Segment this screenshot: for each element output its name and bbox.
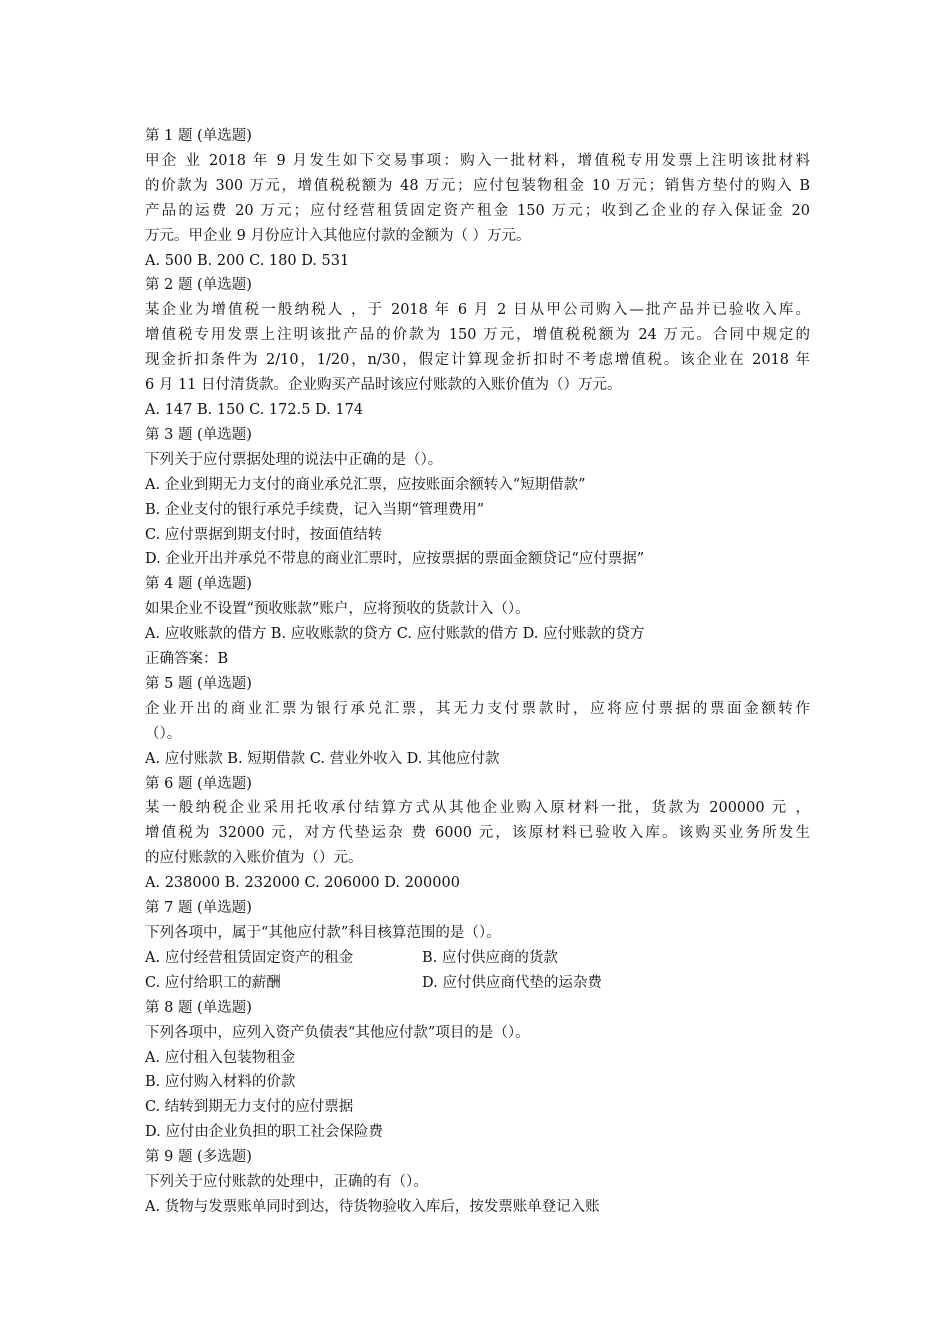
question-9: [145, 1145, 810, 1220]
question-options: A. 238000 B. 232000 C. 206000 D. 200000: [145, 875, 460, 892]
question-header: 第 2 题 (单选题): [145, 277, 252, 294]
question-header: 第 5 题 (单选题): [145, 675, 252, 692]
question-option-row: [145, 971, 810, 996]
question-stem-line: 下列关于应付账款的处理中，正确的有（）。: [145, 1174, 428, 1191]
question-stem-line: 下列各项中，应列入资产负债表“其他应付款”项目的是（）。: [145, 1024, 530, 1041]
question-stem-line: 某一般纳税企业采用托收承付结算方式从其他企业购入原材料一批，货款为 200000 元 ，: [145, 800, 810, 817]
question-option: B. 应付购入材料的价款: [145, 1074, 296, 1091]
question-7: [145, 896, 810, 996]
question-6: [145, 772, 810, 897]
question-stem-line: 6 月 11 日付清货款。企业购买产品时该应付账款的入账价值为（）万元。: [145, 377, 622, 394]
question-stem-line: 增值税专用发票上注明该批产品的价款为 150 万元，增值税税额为 24 万元。合同中规定的: [145, 327, 810, 344]
question-option-row: [145, 946, 810, 971]
question-header: 第 1 题 (单选题): [145, 128, 252, 144]
question-stem-line: 的应付账款的入账价值为（）元。: [145, 850, 363, 867]
document-page: [145, 124, 810, 1220]
question-stem-line: 现金折扣条件为 2/10，1/20，n/30，假定计算现金折扣时不考虑增值税。该企业在 2018 年: [145, 352, 810, 369]
question-option: C. 应付给职工的薪酬: [145, 974, 281, 991]
question-option: C. 应付票据到期支付时，按面值结转: [145, 526, 383, 543]
question-4: [145, 572, 810, 672]
question-header: 第 8 题 (单选题): [145, 999, 252, 1016]
question-header: 第 6 题 (单选题): [145, 775, 252, 792]
question-options: A. 147 B. 150 C. 172.5 D. 174: [145, 401, 364, 418]
question-stem-line: 企业开出的商业汇票为银行承兑汇票，其无力支付票款时，应将应付票据的票面金额转作: [145, 700, 810, 717]
question-option: B. 应付供应商的货款: [422, 949, 558, 966]
question-stem-line: 下列关于应付票据处理的说法中正确的是（）。: [145, 451, 443, 468]
question-option: D. 企业开出并承兑不带息的商业汇票时，应按票据的票面金额贷记“应付票据”: [145, 551, 645, 568]
question-2: [145, 273, 810, 422]
question-3: [145, 423, 810, 572]
question-5: [145, 672, 810, 772]
question-header: 第 4 题 (单选题): [145, 576, 252, 593]
question-option: C. 结转到期无力支付的应付票据: [145, 1099, 354, 1116]
question-header: 第 9 题 (多选题): [145, 1149, 252, 1166]
question-header: 第 7 题 (单选题): [145, 900, 252, 917]
question-stem-line: 下列各项中，属于“其他应付款”科目核算范围的是（）。: [145, 925, 501, 941]
question-options: A. 应收账款的借方 B. 应收账款的贷方 C. 应付账款的借方 D. 应付账款的贷方: [145, 626, 645, 643]
question-option: D. 应付供应商代垫的运杂费: [422, 974, 602, 991]
question-options: A. 500 B. 200 C. 180 D. 531: [145, 252, 350, 269]
question-8: [145, 996, 810, 1145]
question-option: A. 企业到期无力支付的商业承兑汇票，应按账面余额转入“短期借款”: [145, 476, 586, 493]
question-header: 第 3 题 (单选题): [145, 426, 252, 443]
question-option: A. 货物与发票账单同时到达，待货物验收入库后，按发票账单登记入账: [145, 1198, 600, 1215]
question-stem-line: 某企业为增值税一般纳税人 ，于 2018 年 6 月 2 日从甲公司购入—批产品并已验收入库。: [145, 302, 810, 319]
question-option: B. 企业支付的银行承兑手续费，记入当期“管理费用”: [145, 501, 485, 518]
question-1: [145, 124, 810, 273]
question-stem-line: 万元。甲企业 9 月份应计入其他应付款的金额为（ ）万元。: [145, 227, 531, 244]
question-stem-line: （）。: [145, 725, 182, 742]
question-stem-line: 的价款为 300 万元，增值税税额为 48 万元；应付包装物租金 10 万元；销售方垫付的购入 B: [145, 177, 810, 194]
correct-answer: 正确答案：B: [145, 651, 229, 668]
question-option: D. 应付由企业负担的职工社会保险费: [145, 1124, 383, 1141]
question-option: A. 应付经营租赁固定资产的租金: [145, 949, 354, 966]
question-stem-line: 产品的运费 20 万元；应付经营租赁固定资产租金 150 万元；收到乙企业的存入保证金 20: [145, 202, 810, 219]
question-stem-line: 甲企 业 2018 年 9 月发生如下交易事项：购入一批材料，增值税专用发票上注明该批材料: [145, 152, 810, 169]
question-stem-line: 如果企业不设置“预收账款”账户，应将预收的货款计入（）。: [145, 601, 530, 618]
question-options: A. 应付账款 B. 短期借款 C. 营业外收入 D. 其他应付款: [145, 750, 500, 767]
question-stem-line: 增值税为 32000 元，对方代垫运杂 费 6000 元，该原材料已验收入库。该购买业务所发生: [145, 825, 810, 842]
question-option: A. 应付租入包装物租金: [145, 1049, 296, 1066]
